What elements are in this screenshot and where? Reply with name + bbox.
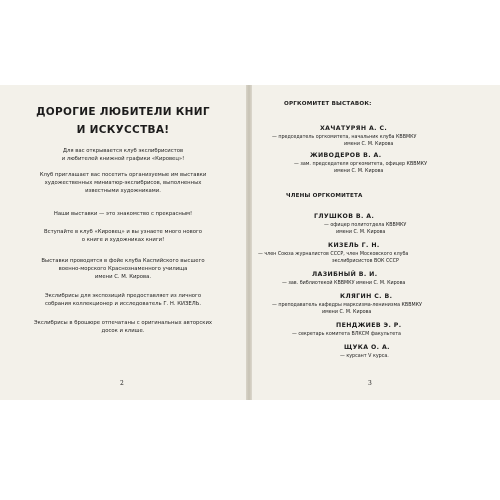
member-name: ХАЧАТУРЯН А. С. [320, 125, 388, 132]
page-number-left: 2 [120, 380, 124, 387]
member-name: ЩУКА О. А. [344, 344, 390, 351]
member-role: — председатель оргкомитета, начальник клуба КВВМКУ [272, 135, 417, 140]
member-name: ЛАЗИБНЫЙ В. И. [312, 271, 378, 278]
member-role-cont: экслибрисистов ВОК СССР [332, 259, 399, 264]
page-number-right: 3 [368, 380, 372, 387]
member-name: КЛЯГИН С. В. [340, 293, 393, 300]
member-role-cont: имени С. М. Кирова [322, 310, 372, 315]
member-role: — офицер политотдела КВВМКУ [324, 223, 407, 228]
paragraph-1: Для вас открывается клуб экслибрисистов и любителей книжной графики «Кировец»! [61, 148, 185, 162]
member-role: — курсант V курса. [340, 354, 389, 359]
member-role-cont: имени С. М. Кирова [344, 142, 394, 147]
member-role: — зав. библиотекой КВВМКУ имени С. М. Кирова [282, 281, 406, 286]
paragraph-4: Вступайте в клуб «Кировец» и вы узнаете много нового о книге и художниках книги! [44, 229, 202, 243]
member-role: — секретарь комитета ВЛКСМ факультета [292, 332, 401, 337]
right-page [252, 85, 500, 400]
paragraph-3: Наши выставки — это знакомство с прекрасным! [53, 211, 193, 217]
title-line-1: ДОРОГИЕ ЛЮБИТЕЛИ КНИГ [36, 106, 210, 118]
member-role: — зам. председателя оргкомитета, офицер КВВМКУ [294, 162, 427, 167]
member-role-cont: имени С. М. Кирова [334, 169, 384, 174]
member-role: — член Союза журналистов СССР, член Московского клуба [258, 252, 409, 257]
paragraph-2: Клуб приглашает вас посетить организуемые им выставки художественных миниатюр-экслибрисов, выполненных известными художниками. [39, 172, 207, 194]
paragraph-7: Экслибрисы в брошюре отпечатаны с оригинальных авторских досок и клише. [33, 320, 213, 334]
left-page [0, 85, 246, 400]
member-name: ПЕНДЖИЕВ Э. Р. [336, 322, 402, 329]
title-line-2: И ИСКУССТВА! [76, 124, 170, 136]
member-name: ЖИВОДЕРОВ В. А. [310, 152, 382, 159]
paragraph-5: Выставки проводятся в фойе клуба Каспийского высшего военно-морского Краснознаменного училища имени С. М. Кирова. [41, 258, 205, 280]
member-role: — преподаватель кафедры марксизма-ленинизма КВВМКУ [272, 303, 422, 308]
organizing-committee-heading: ОРГКОМИТЕТ ВЫСТАВОК: [284, 101, 372, 107]
paragraph-6: Экслибрисы для экспозиций предоставляет из личного собрания коллекционер и исследователь Г. Н. КИЗЕЛЬ. [44, 293, 202, 307]
committee-members-heading: ЧЛЕНЫ ОРГКОМИТЕТА [286, 193, 363, 199]
brochure-spread [0, 85, 500, 400]
member-role-cont: имени С. М. Кирова [336, 230, 386, 235]
member-name: КИЗЕЛЬ Г. Н. [328, 242, 380, 249]
member-name: ГЛУШКОВ В. А. [314, 213, 375, 220]
